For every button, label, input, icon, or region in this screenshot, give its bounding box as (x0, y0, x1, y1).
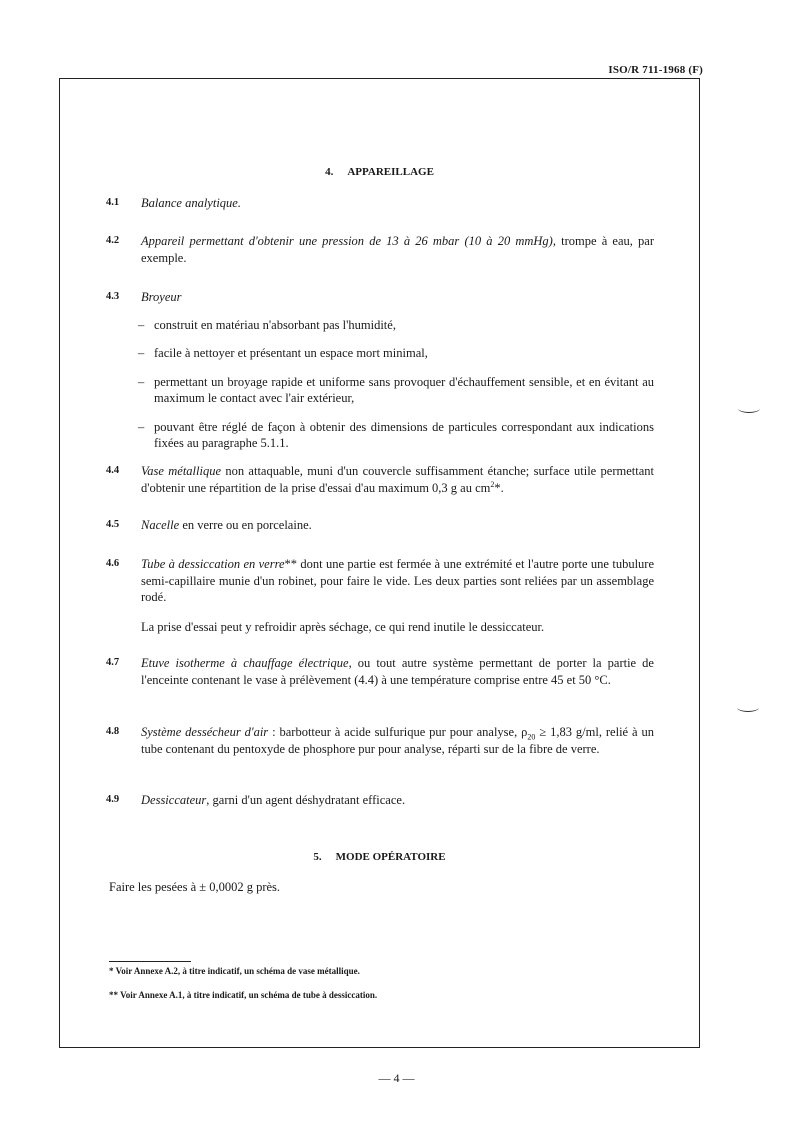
item-number: 4.6 (106, 558, 120, 569)
item-text: , garni d'un agent déshydratant efficace. (206, 793, 406, 807)
broyeur-requirements-list (106, 317, 654, 452)
item-4-1 (106, 195, 654, 212)
item-text-tail: *. (494, 480, 504, 495)
item-number: 4.1 (106, 197, 120, 208)
item-4-8 (106, 724, 654, 757)
scan-artifact-mark (737, 703, 759, 712)
item-number: 4.3 (106, 291, 120, 302)
item-number: 4.4 (106, 465, 120, 476)
footnote-divider (109, 961, 191, 962)
list-item: – construit en matériau n'absorbant pas l'humidité, (138, 317, 396, 332)
list-item: – permettant un broyage rapide et uniforme sans provoquer d'échauffement sensible, et en évitant au maximum le contact avec l'air extérieur, (138, 374, 654, 405)
scan-artifact-mark (738, 404, 760, 413)
item-term: Vase métallique (141, 464, 222, 478)
item-4-4 (106, 463, 654, 496)
item-term: Balance analytique. (141, 196, 241, 210)
item-term: Tube à dessiccation en verre (141, 557, 285, 571)
item-text: , ou tout autre système permettant de porter la partie de l'enceinte contenant le vase à prélèvement (4.4) à une température comprise entre 45 et 50 °C. (141, 656, 654, 687)
item-4-3 (106, 289, 654, 464)
section-5-heading (60, 850, 699, 865)
item-paragraph-2: La prise d'essai peut y refroidir après séchage, ce qui rend inutile le dessiccateur. (141, 619, 545, 634)
item-4-9 (106, 792, 654, 809)
footnote-1: * Voir Annexe A.2, à titre indicatif, un schéma de vase métallique. (109, 966, 360, 976)
section-4-heading (60, 165, 699, 180)
list-item: – facile à nettoyer et présentant un espace mort minimal, (138, 346, 428, 360)
item-term: Système dessécheur d'air (141, 725, 269, 739)
page-frame (59, 78, 700, 1048)
section-4-title: APPAREILLAGE (347, 166, 434, 178)
item-text-tail: ≥ 1,83 g/ml, relié à un tube contenant du pentoxyde de phosphore pur pour analyse, réparti sur de la fibre de verre. (141, 725, 654, 756)
item-4-5 (106, 517, 654, 534)
item-4-6 (106, 556, 654, 635)
item-term: Dessiccateur (141, 793, 207, 807)
item-4-2 (106, 233, 654, 266)
subscript: 20 (527, 732, 536, 742)
item-term: Nacelle (141, 518, 180, 532)
section-4-number: 4. (325, 166, 334, 178)
item-term: Appareil permettant d'obtenir une pression de 13 à 26 mbar (10 à 20 mmHg), (141, 234, 556, 248)
item-number: 4.8 (106, 726, 120, 737)
item-number: 4.9 (106, 794, 120, 805)
item-term: Broyeur (141, 290, 182, 304)
item-text: : barbotteur à acide sulfurique pur pour analyse, ρ (268, 725, 528, 739)
document-reference: ISO/R 711-1968 (F) (608, 64, 703, 76)
item-text: en verre ou en porcelaine. (179, 518, 312, 532)
superscript: 2 (490, 479, 495, 489)
page-number: — 4 — (378, 1071, 415, 1085)
item-text: non attaquable, muni d'un couvercle suffisamment étanche; surface utile permettant d'obtenir une répartition de la prise d'essai d'au maximum 0,3 g au cm (141, 464, 654, 495)
item-term: Etuve isotherme à chauffage électrique (141, 656, 349, 670)
section-5-title: MODE OPÉRATOIRE (335, 851, 446, 863)
item-number: 4.5 (106, 519, 120, 530)
section-5-text: Faire les pesées à ± 0,0002 g près. (109, 880, 281, 894)
section-5-number: 5. (313, 851, 322, 863)
item-text: ** dont une partie est fermée à une extrémité et l'autre porte une tubulure semi-capillaire munie d'un robinet, pour faire le vide. Les deux parties sont reliées par un assemblage rodé. (141, 557, 655, 604)
item-number: 4.7 (106, 657, 120, 668)
item-4-7 (106, 655, 654, 688)
list-item: – pouvant être réglé de façon à obtenir des dimensions de particules correspondant aux indications fixées au paragraphe 5.1.1. (138, 419, 654, 450)
footnote-2: ** Voir Annexe A.1, à titre indicatif, un schéma de tube à dessiccation. (109, 990, 378, 1000)
item-number: 4.2 (106, 235, 120, 246)
item-text: trompe à eau, par exemple. (141, 234, 654, 265)
